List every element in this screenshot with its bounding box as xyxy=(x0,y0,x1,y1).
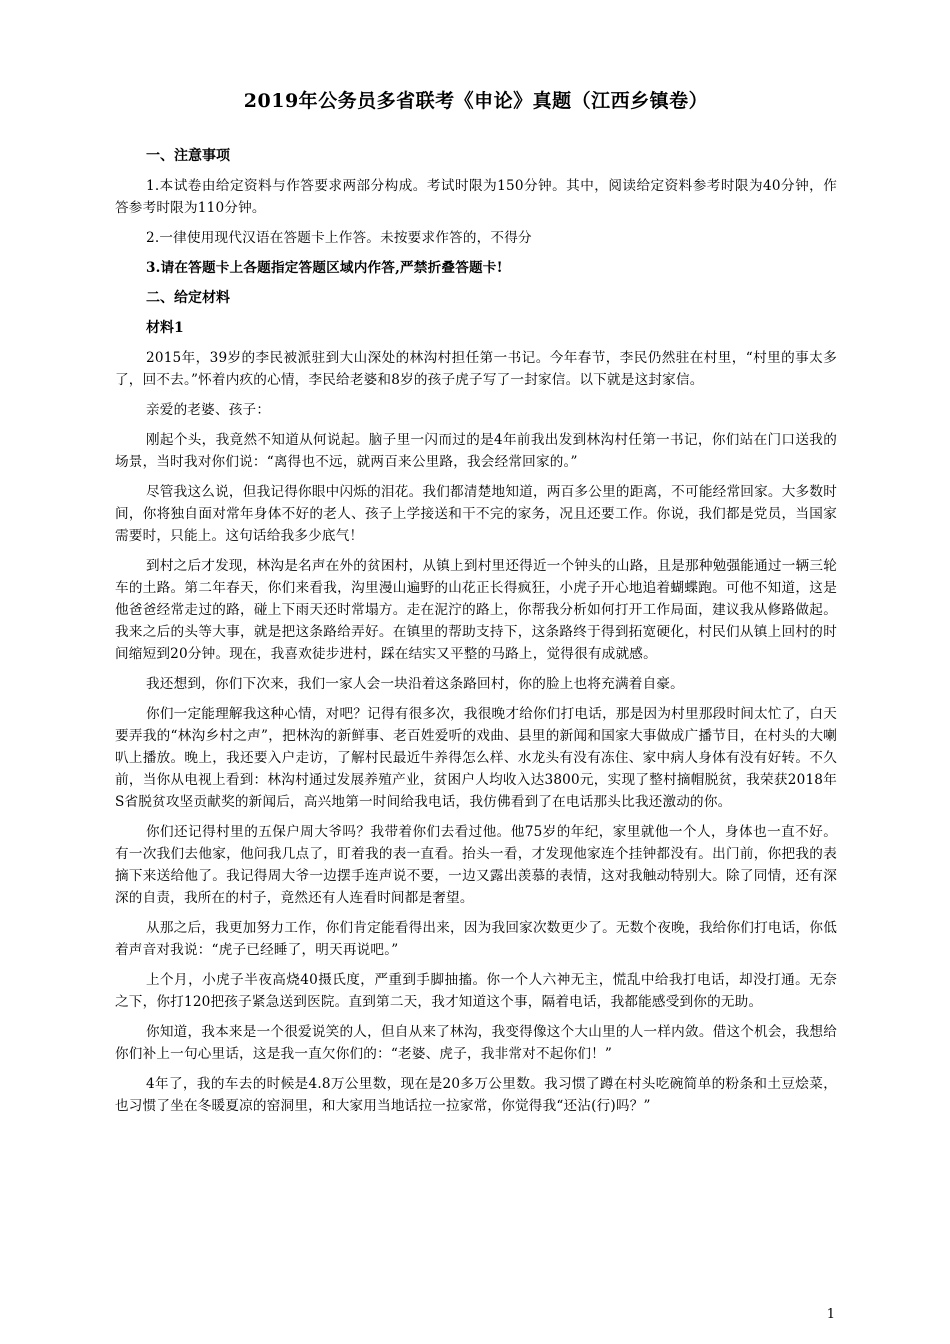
paragraph: 到村之后才发现，林沟是名声在外的贫困村，从镇上到村里还得近一个钟头的山路，且是那种勉强能通过一辆三轮车的土路。第二年春天，你们来看我，沟里漫山遍野的山花正长得疯狂，小虎子开心地追着蝴蝶跑。可他不知道，这是他爸爸经常走过的路，碰上下雨天还时常塌方。走在泥泞的路上，你帮我分析如何打开工作局面，建议我从修路做起。我来之后的头等大事，就是把这条路给弄好。在镇里的帮助支持下，这条路终于得到拓宽硬化，村民们从镇上回村的时间缩短到20分钟。现在，我喜欢徒步进村，踩在结实又平整的马路上，觉得很有成就感。 xyxy=(115,558,837,662)
paragraph: 你知道，我本来是一个很爱说笑的人，但自从来了林沟，我变得像这个大山里的人一样内敛。借这个机会，我想给你们补上一句心里话，这是我一直欠你们的：“老婆、虎子，我非常对不起你们！” xyxy=(115,1024,837,1062)
document-content xyxy=(115,78,837,1117)
page-number: 1 xyxy=(826,1307,835,1322)
notice-item-1: 1.本试卷由给定资料与作答要求两部分构成。考试时限为150分钟。其中，阅读给定资料参考时限为40分钟，作答参考时限为110分钟。 xyxy=(115,178,837,216)
paragraph: 上个月，小虎子半夜高烧40摄氏度，严重到手脚抽搐。你一个人六神无主，慌乱中给我打电话，却没打通。无奈之下，你打120把孩子紧急送到医院。直到第二天，我才知道这个事，隔着电话，我都能感受到你的无助。 xyxy=(115,972,837,1010)
paragraph: 2015年，39岁的李民被派驻到大山深处的林沟村担任第一书记。今年春节，李民仍然驻在村里，“村里的事太多了，回不去。”怀着内疚的心情，李民给老婆和8岁的孩子虎子写了一封家信。以下就是这封家信。 xyxy=(115,350,837,388)
notice-item-3: 3.请在答题卡上各题指定答题区域内作答,严禁折叠答题卡! xyxy=(146,260,503,276)
paragraph: 从那之后，我更加努力工作，你们肯定能看得出来，因为我回家次数更少了。无数个夜晚，我给你们打电话，你低着声音对我说：“虎子已经睡了，明天再说吧。” xyxy=(115,920,837,958)
document-title: 2019年公务员多省联考《申论》真题（江西乡镇卷） xyxy=(243,90,709,112)
paragraph: 你们还记得村里的五保户周大爷吗？我带着你们去看过他。他75岁的年纪，家里就他一个人，身体也一直不好。有一次我们去他家，他问我几点了，盯着我的表一直看。抬头一看，才发现他家连个挂钟都没有。出门前，你把我的表摘下来送给他了。我记得周大爷一边摆手连声说不要，一边又露出羡慕的表情，这对我触动特别大。除了同情，还有深深的自责，我所在的村子，竟然还有人连看时间都是奢望。 xyxy=(115,824,837,906)
notice-item-2: 2.一律使用现代汉语在答题卡上作答。未按要求作答的，不得分 xyxy=(146,230,532,246)
paragraph: 你们一定能理解我这种心情，对吧？记得有很多次，我很晚才给你们打电话，那是因为村里那段时间太忙了，白天要弄我的“林沟乡村之声”，把林沟的新鲜事、老百姓爱听的戏曲、县里的新闻和国家大事做成广播节目，在村头的大喇叭上播放。晚上，我还要入户走访，了解村民最近牛养得怎么样、水龙头有没有冻住、家中病人身体有没有好转。不久前，当你从电视上看到：林沟村通过发展养殖产业，贫困户人均收入达3800元，实现了整村摘帽脱贫，我荣获2018年S省脱贫攻坚贡献奖的新闻后，高兴地第一时间给我电话，我仿佛看到了在电话那头比我还激动的你。 xyxy=(115,706,837,810)
paragraph: 尽管我这么说，但我记得你眼中闪烁的泪花。我们都清楚地知道，两百多公里的距离，不可能经常回家。大多数时间，你将独自面对常年身体不好的老人、孩子上学接送和干不完的家务，况且还要工作。你说，我们都是党员，当国家需要时，只能上。这句话给我多少底气！ xyxy=(115,484,837,544)
paragraph: 亲爱的老婆、孩子： xyxy=(146,402,271,418)
paragraph: 刚起个头，我竟然不知道从何说起。脑子里一闪而过的是4年前我出发到林沟村任第一书记，你们站在门口送我的场景，当时我对你们说：“离得也不远，就两百来公里路，我会经常回家的。” xyxy=(115,432,837,470)
paragraph: 我还想到，你们下次来，我们一家人会一块沿着这条路回村，你的脸上也将充满着自豪。 xyxy=(146,676,684,692)
notice-heading: 一、注意事项 xyxy=(146,148,230,164)
materials-heading: 二、给定材料 xyxy=(146,290,230,306)
material-1-label: 材料1 xyxy=(146,320,184,336)
paragraph: 4年了，我的车去的时候是4.8万公里数，现在是20多万公里数。我习惯了蹲在村头吃碗简单的粉条和土豆烩菜，也习惯了坐在冬暖夏凉的窑洞里，和大家用当地话拉一拉家常，你觉得我“还沾(行)吗？” xyxy=(115,1076,837,1114)
